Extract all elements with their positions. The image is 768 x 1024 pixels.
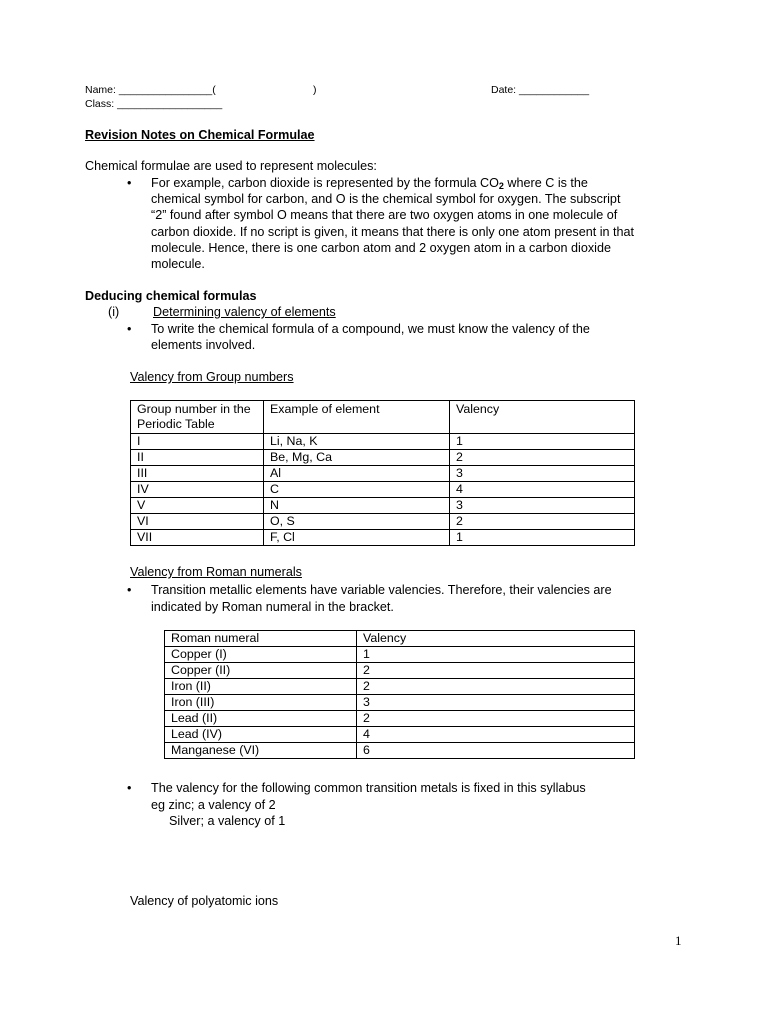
table-cell: I [131, 434, 264, 450]
table-cell: 2 [450, 450, 635, 466]
page-title: Revision Notes on Chemical Formulae [85, 128, 315, 142]
table-row [165, 679, 635, 695]
table-cell: Be, Mg, Ca [264, 450, 450, 466]
intro-text: Chemical formulae are used to represent molecules: [85, 159, 377, 173]
table-cell: 2 [450, 514, 635, 530]
table-cell: F, Cl [264, 530, 450, 546]
roman-caption: Valency from Roman numerals [130, 565, 302, 579]
formula-text-end: where C is the [503, 176, 588, 190]
table-row [165, 727, 635, 743]
table-row [165, 695, 635, 711]
bullet-text-line: chemical symbol for carbon, and O is the chemical symbol for oxygen. The subscript [151, 192, 621, 206]
table-cell: 6 [357, 743, 635, 759]
bullet-text-line: The valency for the following common transition metals is fixed in this syllabus [151, 781, 586, 795]
table-cell: 3 [450, 466, 635, 482]
bullet-text-line: eg zinc; a valency of 2 [151, 798, 276, 812]
table-row [131, 498, 635, 514]
class-field-label: Class: __________________ [85, 98, 223, 110]
table-cell: V [131, 498, 264, 514]
table-cell: Copper (II) [165, 663, 357, 679]
table-cell: C [264, 482, 450, 498]
table-cell: 1 [450, 434, 635, 450]
subsection-title: Determining valency of elements [153, 305, 336, 319]
table-row [165, 743, 635, 759]
table-row [165, 663, 635, 679]
group-valency-table [130, 400, 635, 546]
table-cell: 2 [357, 663, 635, 679]
table-row [131, 450, 635, 466]
bullet-text-line: To write the chemical formula of a compound, we must know the valency of the [151, 322, 590, 336]
table-header-cell: Valency [450, 401, 635, 434]
table-header-row [165, 631, 635, 647]
bullet-text-line: carbon dioxide. If no script is given, it means that there is only one atom present in that [151, 225, 635, 239]
bullet-text-line: Silver; a valency of 1 [169, 814, 286, 828]
table-header-cell: Group number in the Periodic Table [131, 401, 264, 434]
table-cell: IV [131, 482, 264, 498]
subsection-number: (i) [108, 305, 120, 319]
bullet-text-line: “2” found after symbol O means that there are two oxygen atoms in one molecule of [151, 208, 618, 222]
table-cell: 4 [357, 727, 635, 743]
section-heading: Deducing chemical formulas [85, 289, 257, 303]
table-cell: VI [131, 514, 264, 530]
table-cell: Li, Na, K [264, 434, 450, 450]
table-cell: 2 [357, 711, 635, 727]
bullet-text-line: elements involved. [151, 338, 256, 352]
table-cell: VII [131, 530, 264, 546]
table-cell: Lead (IV) [165, 727, 357, 743]
table-header-cell: Example of element [264, 401, 450, 434]
polyatomic-heading: Valency of polyatomic ions [130, 894, 279, 908]
table-row [131, 530, 635, 546]
table-cell: Iron (II) [165, 679, 357, 695]
table-header-cell: Roman numeral [165, 631, 357, 647]
bullet-text-line: Transition metallic elements have variable valencies. Therefore, their valencies are [151, 583, 612, 597]
table-cell: 3 [450, 498, 635, 514]
table-row [131, 466, 635, 482]
table-row [131, 434, 635, 450]
table-row [165, 711, 635, 727]
table-cell: 1 [357, 647, 635, 663]
table-cell: O, S [264, 514, 450, 530]
table-cell: Manganese (VI) [165, 743, 357, 759]
table-header-cell: Valency [357, 631, 635, 647]
roman-valency-table [164, 630, 635, 759]
table-cell: Al [264, 466, 450, 482]
table-cell: Lead (II) [165, 711, 357, 727]
name-field-label: Name: ________________( [85, 84, 216, 96]
table-cell: 4 [450, 482, 635, 498]
table-cell: Iron (III) [165, 695, 357, 711]
table-header-row [131, 401, 635, 434]
table-cell: 3 [357, 695, 635, 711]
table-cell: Copper (I) [165, 647, 357, 663]
date-field-label: Date: ____________ [491, 84, 590, 96]
table-cell: II [131, 450, 264, 466]
table-cell: 2 [357, 679, 635, 695]
table-row [131, 482, 635, 498]
table-row [165, 647, 635, 663]
table-row [131, 514, 635, 530]
bullet-text-line: molecule. Hence, there is one carbon atom and 2 oxygen atom in a carbon dioxide [151, 241, 611, 255]
bullet-text-line: molecule. [151, 257, 205, 271]
formula-text: For example, carbon dioxide is represented by the formula CO [151, 176, 499, 190]
formula-subscript: 2 [498, 181, 504, 191]
page-number: 1 [675, 933, 682, 948]
table-cell: 1 [450, 530, 635, 546]
group-table-caption: Valency from Group numbers [130, 370, 294, 384]
table-cell: III [131, 466, 264, 482]
name-field-close: ) [313, 84, 317, 96]
bullet-text-line: indicated by Roman numeral in the bracket. [151, 600, 394, 614]
table-cell: N [264, 498, 450, 514]
